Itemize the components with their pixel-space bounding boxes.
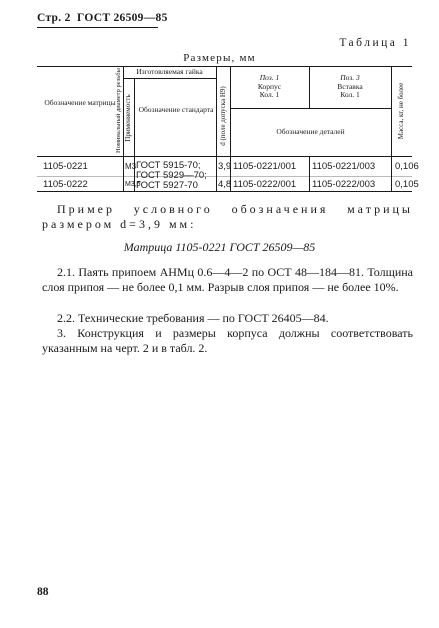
header-mass: Масса, кг, не более bbox=[397, 82, 405, 140]
header-d-tolerance: d (поле допуска H9) bbox=[219, 86, 227, 146]
header-nominal-diameter: Номинальный диаметр резьбы bbox=[115, 68, 122, 153]
nut-group-rule bbox=[123, 78, 216, 79]
row-separator bbox=[37, 176, 412, 177]
row1-matrix: 1105-0221 bbox=[43, 161, 88, 172]
standard-code: ГОСТ 26509—85 bbox=[77, 12, 168, 24]
clause-2-2: 2.2. Технические требования — по ГОСТ 26405—84. bbox=[57, 311, 329, 325]
clause-2-1: 2.1. Паять припоем АНМц 0.6—4—2 по ОСТ 48—184—81. Толщина слоя припоя — не более 0,1 мм. Разрыв слоя припоя — не более 10%. bbox=[42, 265, 413, 294]
page-number: 88 bbox=[37, 586, 49, 598]
pos1-label: Поз. 1 bbox=[259, 73, 280, 82]
header-pos3 bbox=[309, 74, 391, 100]
pos3-name: Вставка bbox=[337, 81, 363, 91]
matrix-table bbox=[37, 66, 419, 191]
pos3-label: Поз. 3 bbox=[340, 73, 360, 82]
header-nut-group: Изготовляемая гайка bbox=[136, 67, 203, 76]
pos1-qty: Кол. 1 bbox=[259, 90, 280, 99]
row2-standard-1: ГОСТ 5927-70 bbox=[136, 180, 198, 191]
header-applicability: Применяемость bbox=[124, 94, 132, 142]
header-rule bbox=[37, 27, 158, 28]
table-header-rule bbox=[37, 156, 412, 157]
col-rule-3 bbox=[216, 66, 217, 191]
table-top-rule bbox=[37, 66, 412, 67]
header-pos1 bbox=[230, 74, 309, 100]
row1-pos3: 1105-0221/003 bbox=[312, 161, 376, 172]
row1-standard-1: ГОСТ 5915-70; bbox=[136, 160, 201, 171]
col-rule-5b bbox=[309, 156, 310, 191]
row2-mass: 0,105 bbox=[395, 179, 419, 190]
row1-pos1: 1105-0221/001 bbox=[233, 161, 297, 172]
col-rule-6 bbox=[391, 66, 392, 191]
page-prefix: Стр. 2 bbox=[37, 12, 71, 24]
page-header bbox=[37, 12, 168, 24]
table-bottom-rule bbox=[37, 191, 412, 192]
designation-example-text: Пример условного обозначения матрицы размером d=3,9 мм: bbox=[42, 202, 413, 231]
header-standard-designation: Обозначение стандарта bbox=[138, 105, 214, 114]
row1-standards bbox=[136, 161, 207, 180]
row2-pos1: 1105-0222/001 bbox=[233, 179, 297, 190]
row2-thread: М3,5 bbox=[125, 181, 141, 188]
clause-3: 3. Конструкция и размеры корпуса должны соответствовать указанным на черт. 2 и в табл. 2. bbox=[42, 326, 413, 355]
positions-rule bbox=[230, 108, 391, 109]
dimensions-caption: Размеры, мм bbox=[183, 52, 256, 64]
col-rule-2 bbox=[134, 78, 135, 191]
designation-example: Матрица 1105-0221 ГОСТ 26509—85 bbox=[123, 240, 316, 254]
row2-d: 4,8 bbox=[218, 179, 232, 190]
pos3-qty: Кол. 1 bbox=[340, 90, 360, 99]
row1-standard-2: ГОСТ 5929—70; bbox=[136, 169, 207, 181]
table-label: Таблица 1 bbox=[339, 37, 411, 49]
header-parts-designation: Обозначение деталей bbox=[276, 127, 345, 136]
row2-pos3: 1105-0222/003 bbox=[312, 179, 376, 190]
row2-matrix: 1105-0222 bbox=[43, 179, 88, 190]
pos1-name: Корпус bbox=[257, 81, 282, 91]
row1-mass: 0,106 bbox=[395, 161, 419, 172]
row1-thread: М3 bbox=[125, 162, 137, 171]
header-matrix-designation: Обозначение матрицы bbox=[44, 98, 116, 107]
row1-d: 3,9 bbox=[218, 161, 232, 172]
